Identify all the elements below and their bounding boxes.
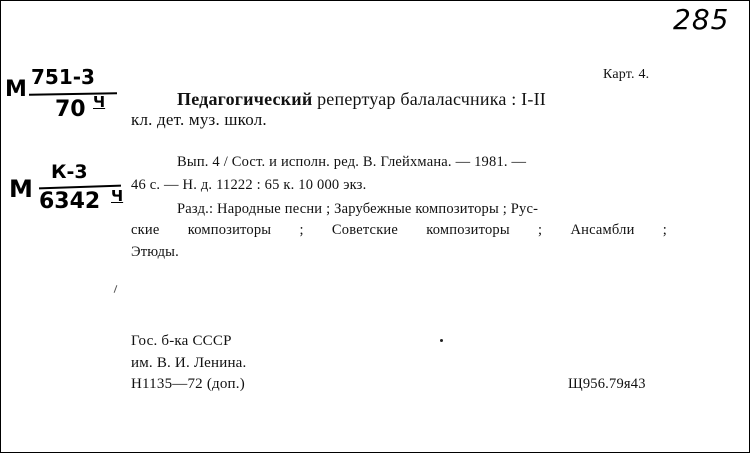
library-line-1: Гос. б-ка СССР — [131, 333, 232, 349]
shelfmark-prefix: М — [9, 175, 33, 203]
shelfmark-suffix: Ч — [93, 93, 106, 111]
order-number: Н1135—72 (доп.) — [131, 376, 245, 392]
title-rest: репертуар балаласчника : I-II — [312, 89, 546, 109]
shelfmark-numerator: К-3 — [51, 161, 88, 183]
classification-index: Щ956.79я43 — [568, 376, 646, 392]
issue-line-1: Вып. 4 / Сост. и исполн. ред. В. Глейхмана. — 1981. — — [177, 154, 527, 170]
contents-line-2: ские композиторы ; Советские композиторы ; Ансамбли ; — [131, 222, 667, 238]
shelfmark-denominator: 6342 — [39, 189, 101, 214]
speck-mark — [440, 339, 443, 342]
handwritten-shelfmark-1 — [5, 65, 125, 125]
issue-line-2: 46 с. — Н. д. 11222 : 65 к. 10 000 экз. — [131, 177, 367, 193]
library-line-2: им. В. И. Ленина. — [131, 355, 247, 371]
handwritten-shelfmark-2 — [9, 161, 139, 221]
title-line-2: кл. дет. муз. школ. — [131, 110, 267, 129]
contents-line-3: Этюды. — [131, 244, 179, 260]
handwritten-card-number: 285 — [673, 3, 730, 36]
shelfmark-denominator: 70 — [55, 97, 86, 122]
title-bold-word: Педагогический — [177, 89, 313, 109]
title-line-1 — [177, 90, 546, 108]
card-number: Карт. 4. — [603, 67, 650, 82]
stray-mark — [114, 285, 118, 293]
shelfmark-suffix: Ч — [111, 187, 124, 205]
shelfmark-prefix: М — [5, 77, 27, 102]
contents-line-1: Разд.: Народные песни ; Зарубежные композиторы ; Рус- — [177, 201, 539, 217]
shelfmark-numerator: 751-3 — [31, 65, 95, 89]
